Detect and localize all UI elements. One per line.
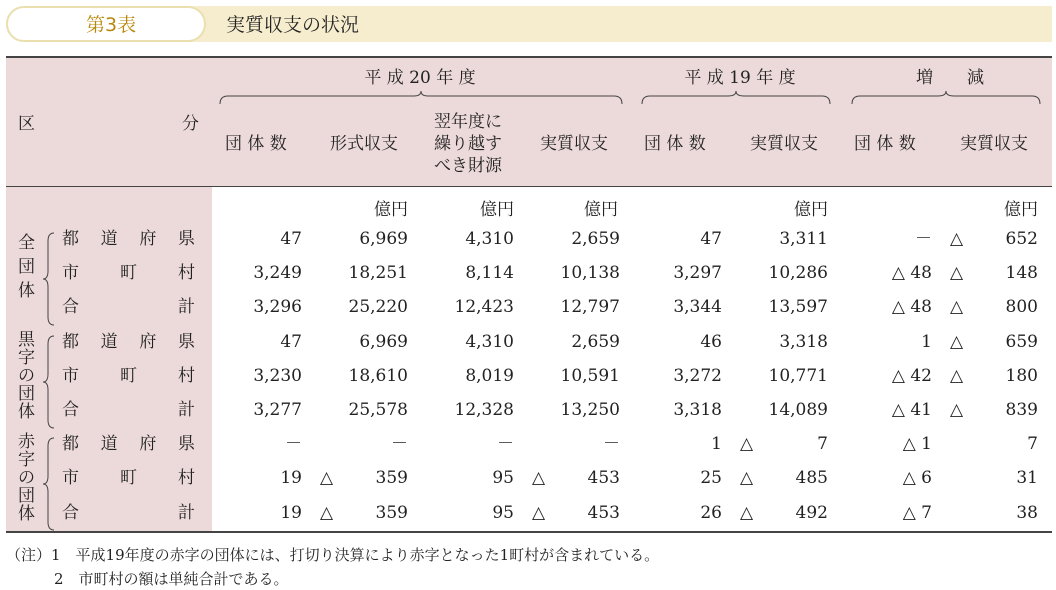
table-cell: 8,019	[465, 365, 514, 386]
table-cell: 2,659	[571, 331, 620, 352]
col-h20-count: 団 体 数	[225, 134, 287, 154]
table-cell: －	[915, 229, 932, 249]
group-label-char: 字	[18, 450, 35, 470]
delta-mark: △	[532, 468, 546, 489]
group-label-char: の	[18, 366, 35, 386]
row-label-char: 道	[100, 229, 118, 249]
bottom-rule	[6, 531, 1052, 533]
table-cell: 95	[492, 468, 514, 489]
table-cell: 359	[375, 502, 408, 523]
table-cell: 19	[280, 502, 302, 523]
header-category-2: 分	[182, 114, 199, 134]
table-title: 実質収支の状況	[226, 14, 360, 36]
table-cell: △ 41	[891, 400, 932, 420]
table-cell: －	[391, 434, 408, 455]
unit-real: 億円	[584, 200, 618, 220]
row-label-char: 市	[62, 468, 79, 489]
table-cell: －	[285, 434, 302, 455]
table-cell: △ 7	[902, 502, 932, 523]
group-label-char: 団	[18, 486, 35, 506]
delta-mark: △	[740, 502, 754, 523]
group-brace	[42, 436, 56, 532]
table-cell: 3,297	[673, 263, 722, 284]
table-cell: 659	[1005, 331, 1038, 352]
table-cell: 1	[921, 331, 932, 352]
row-label-char: 県	[178, 434, 195, 455]
header-rule	[6, 186, 1052, 187]
table-cell: 3,272	[673, 365, 722, 386]
delta-mark: △	[950, 331, 964, 352]
table-cell: －	[497, 434, 514, 455]
table-cell: 10,591	[560, 365, 620, 386]
row-label-char: 町	[120, 263, 137, 284]
table-cell: 13,597	[768, 297, 828, 318]
header-category: 区	[18, 114, 35, 134]
table-cell: 3,344	[673, 297, 722, 318]
table-cell: 25,220	[348, 297, 408, 318]
note-1: （注）1 平成19年度の赤字の団体には、打切り決算により赤字となった1町村が含まれている。	[6, 546, 660, 564]
table-cell: 31	[1016, 468, 1038, 489]
table-cell: 3,311	[779, 229, 828, 249]
table-cell: 8,114	[465, 263, 514, 284]
table-cell: 453	[587, 502, 620, 523]
table-cell: 492	[795, 502, 828, 523]
table-cell: 10,771	[768, 365, 828, 386]
table-cell: △ 48	[891, 263, 932, 284]
table-cell: 13,250	[560, 400, 620, 420]
group-label-char: 団	[18, 257, 35, 277]
table-cell: 4,310	[465, 331, 514, 352]
row-label-char: 合	[62, 400, 79, 420]
table-cell: 95	[492, 502, 514, 523]
group-label-char: 全	[18, 233, 35, 253]
row-label-char: 村	[178, 263, 195, 284]
table-cell: 839	[1005, 400, 1038, 420]
table-cell: 485	[795, 468, 828, 489]
table-cell: 3,277	[253, 400, 302, 420]
group-label-char: 体	[18, 402, 35, 422]
row-label-char: 村	[178, 468, 195, 489]
table-number: 第3表	[86, 14, 137, 36]
table-cell: 12,328	[454, 400, 514, 420]
group-label-char: 体	[18, 504, 35, 524]
header-h20: 平 成 20 年 度	[364, 68, 476, 88]
table-cell: 3,249	[253, 263, 302, 284]
col-h20-carry-2: 繰り越す	[434, 134, 502, 154]
table-cell: 3,296	[253, 297, 302, 318]
col-h20-real: 実質収支	[540, 134, 608, 154]
header-h19: 平 成 19 年 度	[684, 68, 796, 88]
diff-brace	[850, 90, 1042, 106]
row-label-char: 県	[178, 229, 195, 249]
col-h19-count: 団 体 数	[644, 134, 706, 154]
table-cell: 3,230	[253, 365, 302, 386]
table-cell: 6,969	[359, 331, 408, 352]
delta-mark: △	[950, 365, 964, 386]
row-label-char: 計	[178, 297, 195, 318]
table-cell: 38	[1016, 502, 1038, 523]
table-cell: 26	[700, 502, 722, 523]
table-cell: 10,286	[768, 263, 828, 284]
h19-brace	[640, 90, 832, 106]
table-cell: 47	[280, 229, 302, 249]
delta-mark: △	[950, 263, 964, 284]
table-cell: 652	[1005, 229, 1038, 249]
table-cell: 800	[1005, 297, 1038, 318]
table-cell: 25	[700, 468, 722, 489]
row-label-char: 都	[62, 331, 79, 352]
table-cell: 10,138	[560, 263, 620, 284]
row-label-char: 道	[100, 434, 118, 455]
unit-diff-real: 億円	[1004, 200, 1038, 220]
row-label-char: 県	[178, 331, 195, 352]
unit-carry: 億円	[480, 200, 514, 220]
row-label-char: 計	[178, 400, 195, 420]
group-label-char: の	[18, 468, 35, 488]
group-label-char: 体	[18, 281, 35, 301]
table-cell: 3,318	[779, 331, 828, 352]
header-diff: 増 減	[916, 68, 984, 88]
col-diff-count: 団 体 数	[854, 134, 916, 154]
row-label-char: 府	[139, 229, 157, 249]
group-brace	[42, 231, 56, 327]
table-cell: 2,659	[571, 229, 620, 249]
row-label-char: 合	[62, 502, 79, 523]
row-label-char: 計	[178, 502, 195, 523]
row-label-char: 町	[120, 468, 137, 489]
table-cell: △ 1	[902, 434, 932, 455]
table-cell: 3,318	[673, 400, 722, 420]
table-cell: 14,089	[768, 400, 828, 420]
col-h20-formal: 形式収支	[330, 134, 398, 154]
table-cell: 359	[375, 468, 408, 489]
delta-mark: △	[320, 468, 334, 489]
table-cell: 7	[817, 434, 828, 455]
row-label-char: 市	[62, 365, 79, 386]
col-h19-real: 実質収支	[750, 134, 818, 154]
group-label-char: 字	[18, 348, 35, 368]
table-cell: 1	[711, 434, 722, 455]
col-h20-carry-1: 翌年度に	[434, 112, 502, 132]
table-cell: 4,310	[465, 229, 514, 249]
group-label-char: 赤	[18, 432, 35, 452]
table-cell: 12,423	[454, 297, 514, 318]
row-label-char: 町	[120, 365, 137, 386]
delta-mark: △	[950, 297, 964, 318]
table-cell: 7	[1027, 434, 1038, 455]
group-brace	[42, 334, 56, 430]
group-label-char: 黒	[18, 330, 35, 350]
row-label-char: 村	[178, 365, 195, 386]
table-cell: △ 6	[902, 468, 932, 489]
table-cell: 6,969	[359, 229, 408, 249]
delta-mark: △	[950, 229, 964, 249]
col-diff-real: 実質収支	[960, 134, 1028, 154]
table-cell: 12,797	[560, 297, 620, 318]
row-label-char: 府	[139, 434, 157, 455]
delta-mark: △	[740, 434, 754, 455]
table-cell: 47	[280, 331, 302, 352]
group-label-char: 団	[18, 384, 35, 404]
table-cell: 148	[1005, 263, 1038, 284]
row-label-char: 都	[62, 229, 79, 249]
unit-formal: 億円	[374, 200, 408, 220]
row-label-char: 合	[62, 297, 79, 318]
delta-mark: △	[532, 502, 546, 523]
table-cell: 18,610	[348, 365, 408, 386]
row-label-char: 市	[62, 263, 79, 284]
row-label-char: 道	[100, 331, 118, 352]
table-cell: 46	[700, 331, 722, 352]
table-cell: 453	[587, 468, 620, 489]
h20-brace	[218, 90, 624, 106]
note-2: 2 市町村の額は単純合計である。	[54, 570, 289, 588]
row-label-char: 府	[139, 331, 157, 352]
delta-mark: △	[740, 468, 754, 489]
table-cell: 18,251	[348, 263, 408, 284]
top-rule	[6, 56, 1052, 58]
table-cell: 47	[700, 229, 722, 249]
row-label-char: 都	[62, 434, 79, 455]
table-cell: 25,578	[348, 400, 408, 420]
delta-mark: △	[950, 400, 964, 420]
table-cell: 19	[280, 468, 302, 489]
col-h20-carry-3: べき財源	[434, 156, 502, 176]
table-cell: △ 48	[891, 297, 932, 318]
table-cell: －	[603, 434, 620, 455]
delta-mark: △	[320, 502, 334, 523]
table-cell: 180	[1005, 365, 1038, 386]
unit-h19-real: 億円	[794, 200, 828, 220]
table-cell: △ 42	[891, 365, 932, 386]
